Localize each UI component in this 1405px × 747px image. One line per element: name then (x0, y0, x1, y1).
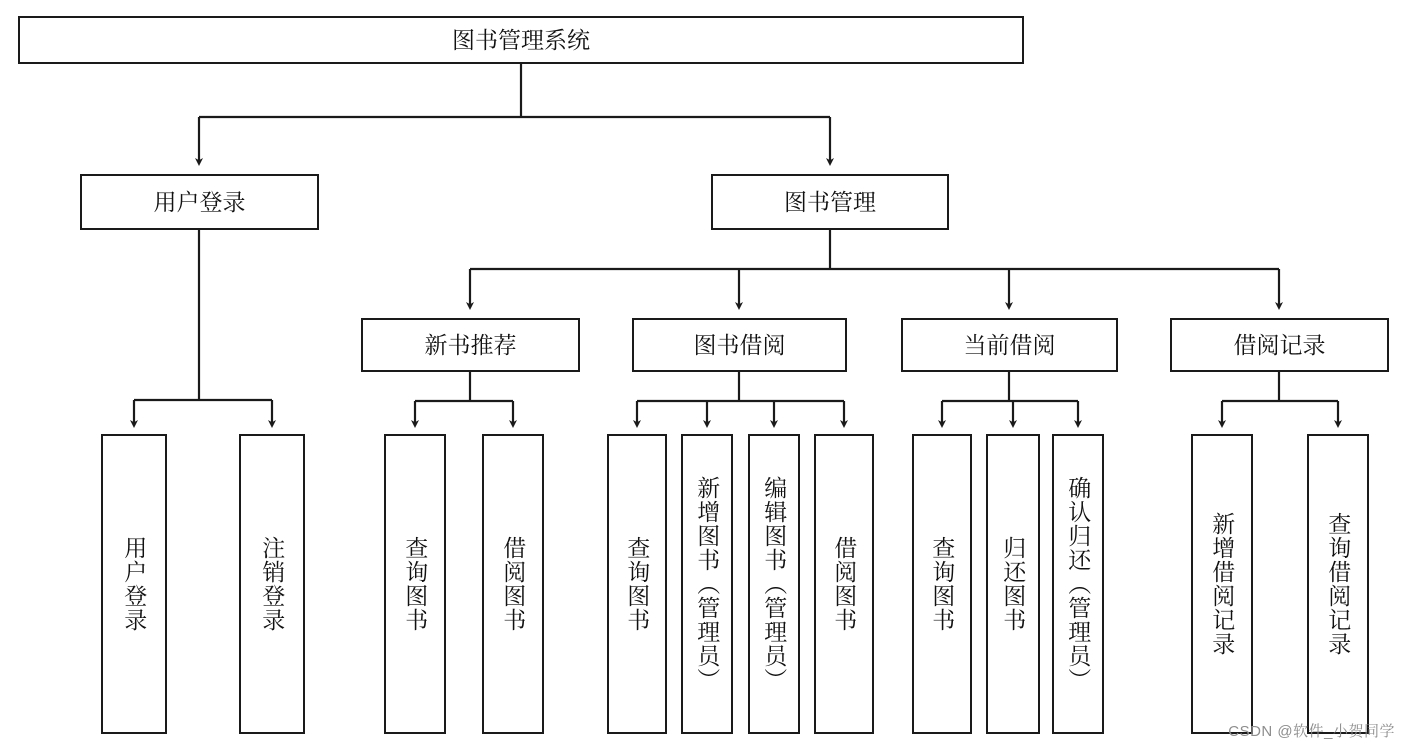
node-leaf-borrow-book-1[interactable] (482, 434, 544, 734)
node-label: 图书管理 (784, 188, 876, 215)
node-book-manage[interactable] (711, 174, 949, 230)
node-leaf-user-logout[interactable] (239, 434, 305, 734)
node-new-book-recommend[interactable] (361, 318, 580, 372)
node-leaf-edit-book[interactable] (748, 434, 800, 734)
node-root[interactable] (18, 16, 1024, 64)
watermark-text: CSDN @软件_小贺同学 (1228, 723, 1395, 740)
node-label: 借阅记录 (1233, 331, 1326, 358)
node-label: 图书管理系统 (452, 26, 590, 53)
node-label: 新增借阅记录 (1209, 512, 1236, 656)
node-label: 归还图书 (1000, 536, 1027, 632)
node-leaf-borrow-book-2[interactable] (814, 434, 874, 734)
node-leaf-query-book-3[interactable] (912, 434, 972, 734)
node-current-borrow[interactable] (901, 318, 1118, 372)
node-label: 用户登录 (121, 536, 148, 632)
node-label: 借阅图书 (831, 536, 858, 632)
node-leaf-query-record[interactable] (1307, 434, 1369, 734)
node-label: 新增图书（管理员） (694, 476, 721, 692)
node-leaf-confirm-return[interactable] (1052, 434, 1104, 734)
node-leaf-query-book-2[interactable] (607, 434, 667, 734)
node-label: 当前借阅 (963, 331, 1056, 358)
node-leaf-user-login[interactable] (101, 434, 167, 734)
node-label: 编辑图书（管理员） (761, 476, 788, 692)
node-label: 查询图书 (624, 536, 651, 632)
node-label: 图书借阅 (693, 331, 786, 358)
node-label: 查询图书 (929, 536, 956, 632)
node-leaf-add-book[interactable] (681, 434, 733, 734)
node-borrow-record[interactable] (1170, 318, 1389, 372)
node-leaf-return-book[interactable] (986, 434, 1040, 734)
node-leaf-add-record[interactable] (1191, 434, 1253, 734)
node-label: 查询图书 (402, 536, 429, 632)
node-leaf-query-book-1[interactable] (384, 434, 446, 734)
node-label: 新书推荐 (424, 331, 517, 358)
node-label: 确认归还（管理员） (1065, 476, 1092, 692)
node-book-borrow[interactable] (632, 318, 847, 372)
node-label: 用户登录 (153, 188, 246, 215)
node-label: 查询借阅记录 (1325, 512, 1352, 656)
node-user-login[interactable] (80, 174, 319, 230)
node-label: 借阅图书 (500, 536, 527, 632)
node-label: 注销登录 (259, 536, 286, 632)
